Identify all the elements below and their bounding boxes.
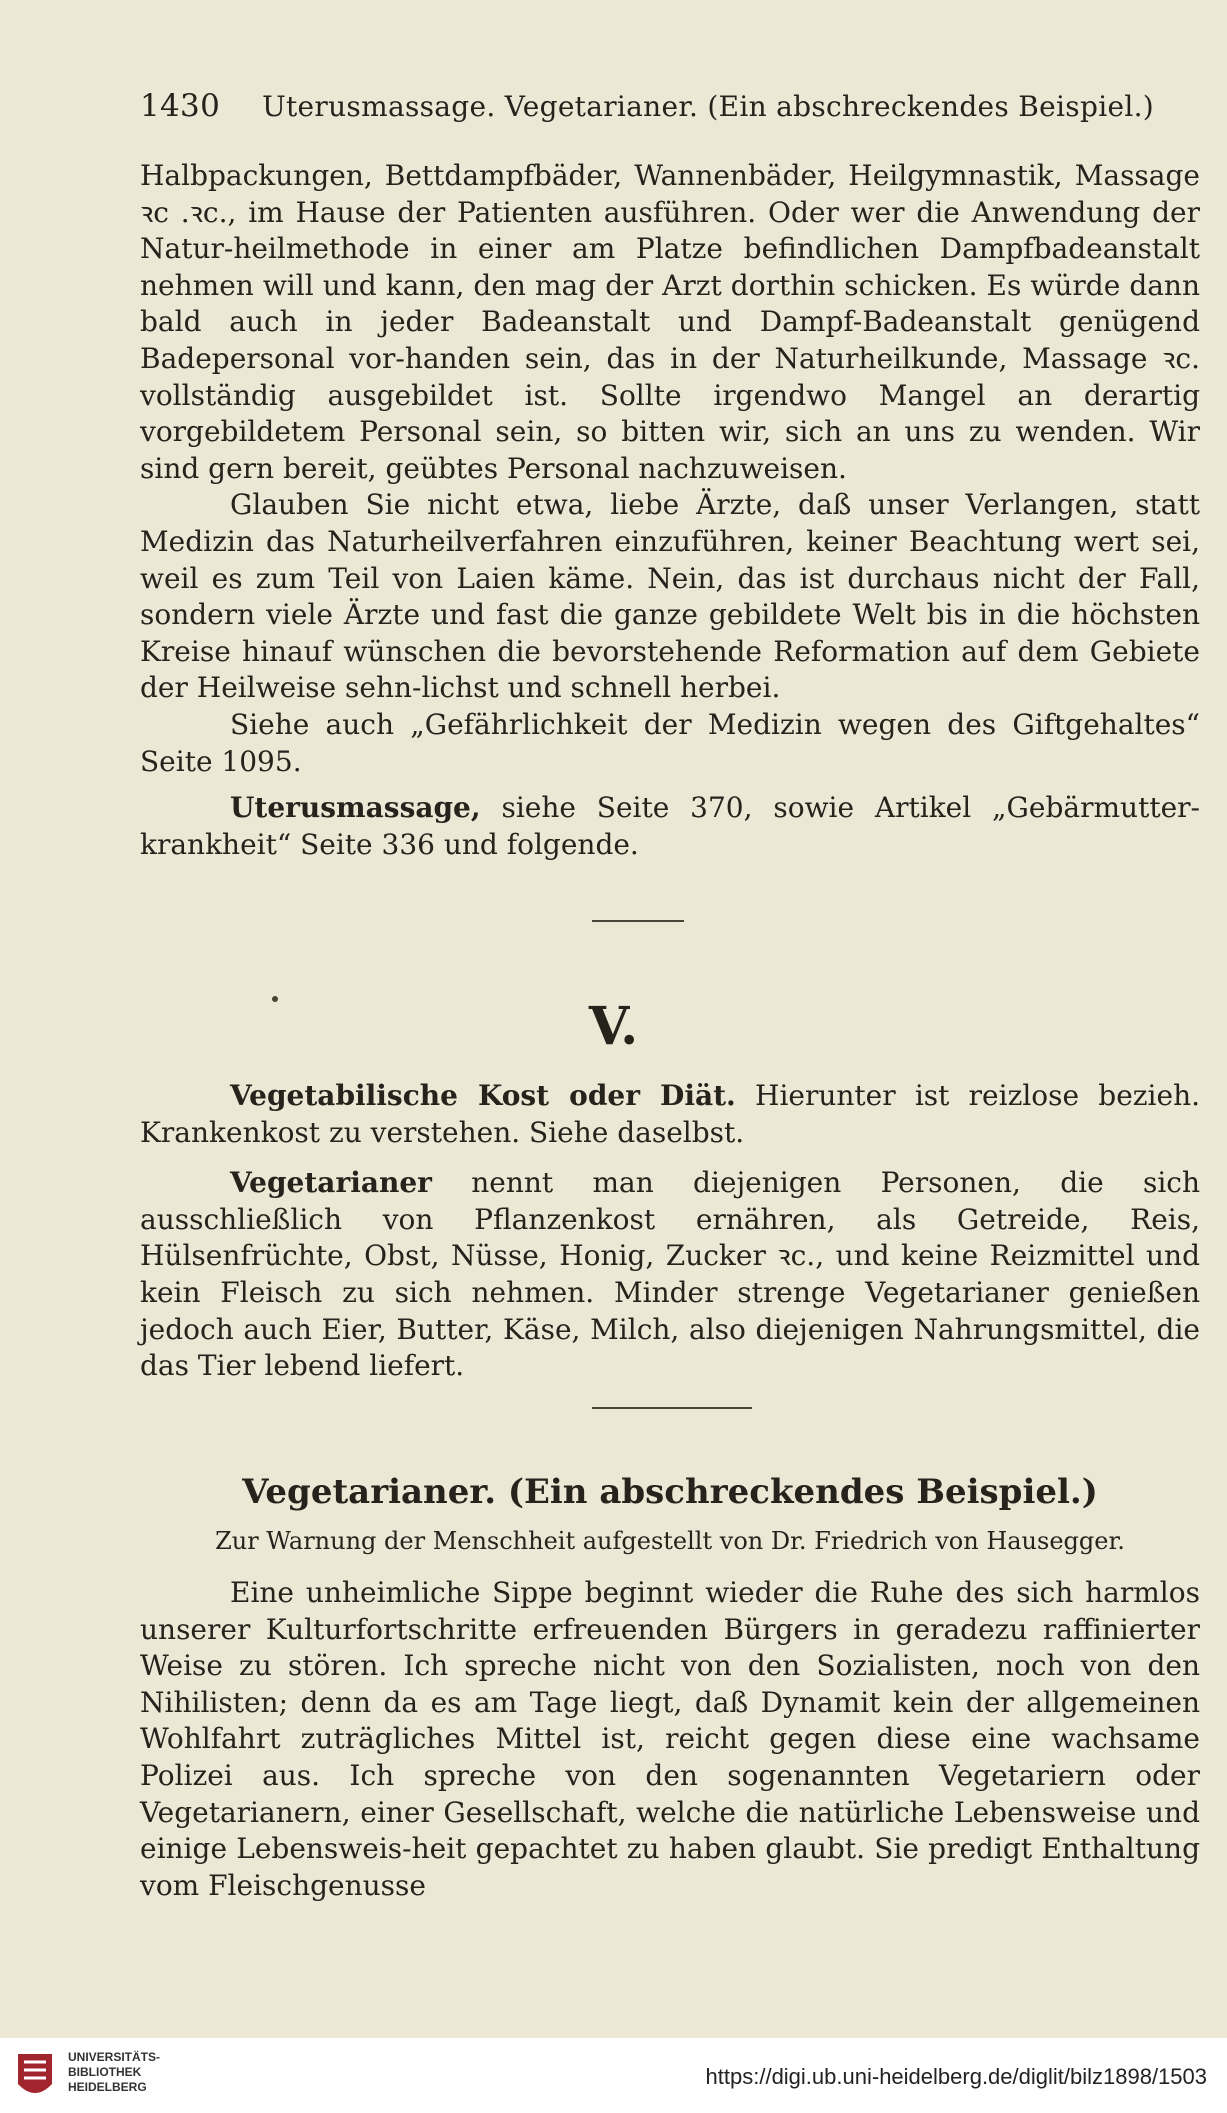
logo-line: BIBLIOTHEK	[68, 2065, 142, 2079]
source-url[interactable]: https://digi.ub.uni-heidelberg.de/diglit/bilz1898/1503	[705, 2064, 1207, 2089]
entry-vegetabilische-kost	[140, 1078, 1200, 1151]
entry-title: Uterusmassage,	[230, 791, 481, 825]
running-title: Uterusmassage. Vegetarianer. (Ein abschreckendes Beispiel.)	[262, 90, 1155, 123]
logo-line: UNIVERSITÄTS-	[68, 2050, 161, 2064]
entry-text: Hierunter ist reizlose bezieh. Krankenkost zu verstehen. Siehe daselbst.	[140, 1079, 1200, 1149]
entry-uterusmassage	[140, 790, 1200, 863]
paragraph: Siehe auch „Gefährlichkeit der Medizin wegen des Giftgehaltes“ Seite 1095.	[140, 707, 1200, 778]
top-text-block	[140, 158, 1200, 863]
article-subtitle: Zur Warnung der Menschheit aufgestellt von Dr. Friedrich von Hausegger.	[215, 1527, 1125, 1555]
entries-block	[140, 1078, 1200, 1385]
entry-vegetarianer	[140, 1165, 1200, 1385]
running-header	[140, 88, 1200, 124]
paragraph: Glauben Sie nicht etwa, liebe Ärzte, daß unser Verlangen, statt Medizin das Naturheilverfahren einzuführen, keiner Beachtung wert sei, weil es zum Teil von Laien käme. Nein, das ist durchaus nicht der Fall, sondern viele Ärzte und fast die ganze gebildete Welt bis in die höchsten Kreise hinauf wünschen die bevorstehende Reformation auf dem Gebiete der Heilweise sehn-lichst und schnell herbei.	[140, 488, 1200, 705]
divider	[592, 1407, 752, 1409]
library-logo-icon	[12, 2048, 58, 2104]
page-number: 1430	[140, 88, 221, 124]
entry-title: Vegetabilische Kost oder Diät.	[230, 1079, 736, 1112]
divider	[592, 920, 684, 922]
library-logo-text	[68, 2050, 160, 2095]
logo-line: HEIDELBERG	[68, 2080, 147, 2094]
entry-text: nennt man diejenigen Personen, die sich ausschließlich von Pflanzenkost ernähren, als Getreide, Reis, Hülsenfrüchte, Obst, Nüsse, Honig, Zucker ꝛc., und keine Reizmittel und kein Fleisch zu sich nehmen. Minder strenge Vegetarianer genießen jedoch auch Eier, Butter, Käse, Milch, also diejenigen Nahrungsmittel, die das Tier lebend liefert.	[140, 1166, 1200, 1383]
paragraph: Eine unheimliche Sippe beginnt wieder die Ruhe des sich harmlos unserer Kulturfortschritte erfreuenden Bürgers in geradezu raffinierter Weise zu stören. Ich spreche nicht von den Sozialisten, noch von den Nihilisten; denn da es am Tage liegt, daß Dynamit kein der allgemeinen Wohlfahrt zuträgliches Mittel ist, reicht gegen diese eine wachsame Polizei aus. Ich spreche von den sogenannten Vegetariern oder Vegetarianern, einer Gesellschaft, welche die natürliche Lebensweise und einige Lebensweis-heit gepachtet zu haben glaubt. Sie predigt Enthaltung vom Fleischgenusse	[140, 1576, 1200, 1902]
paragraph: Halbpackungen, Bettdampfbäder, Wannenbäder, Heilgymnastik, Massage ꝛc .ꝛc., im Hause der Patienten ausführen. Oder wer die Anwendung der Natur-heilmethode in einer am Platze befindlichen Dampfbadeanstalt nehmen will und kann, den mag der Arzt dorthin schicken. Es würde dann bald auch in jeder Badeanstalt und Dampf-Badeanstalt genügend Badepersonal vor-handen sein, das in der Naturheilkunde, Massage ꝛc. vollständig ausgebildet ist. Sollte irgendwo Mangel an derartig vorgebildetem Personal sein, so bitten wir, sich an uns zu wenden. Wir sind gern bereit, geübtes Personal nachzuweisen.	[140, 159, 1200, 485]
article-title: Vegetarianer. (Ein abschreckendes Beispiel.)	[242, 1472, 1098, 1512]
entry-text: siehe Seite 370, sowie Artikel „Gebärmutter-krankheit“ Seite 336 und folgende.	[140, 791, 1200, 861]
entry-title: Vegetarianer	[230, 1166, 432, 1200]
article-body	[140, 1575, 1200, 1904]
section-letter: V.	[588, 996, 639, 1057]
